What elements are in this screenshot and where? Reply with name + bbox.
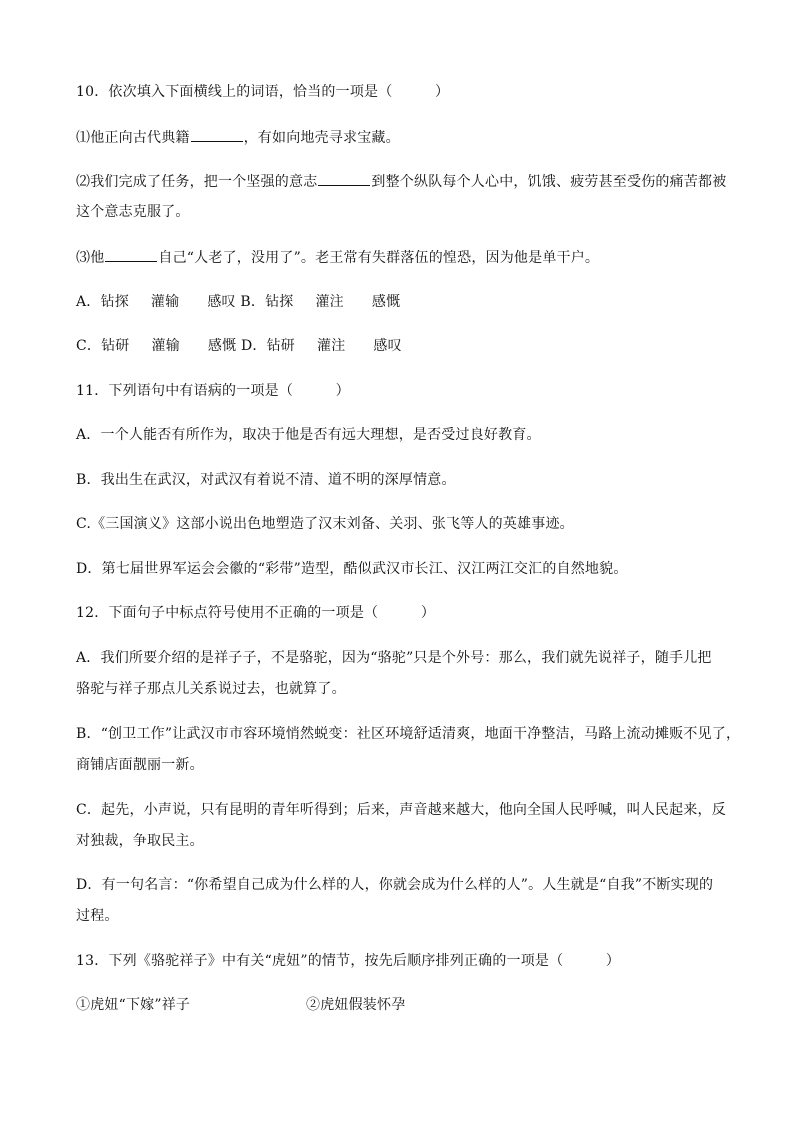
q10-sentence-3 [76, 248, 599, 267]
q10-s1-after: ，有如向地壳寻求宝藏。 [243, 130, 400, 146]
q10-opt-d-label: D．钻研 [240, 338, 296, 354]
q12-option-c-line2: 对独裁，争取民主。 [76, 833, 204, 849]
q10-blank-3 [105, 248, 157, 262]
q12-option-a-line1: A．我们所要介绍的是祥子子，不是骆驼，因为“骆驼”只是个外号：那么，我们就先说祥子，随手儿把 [76, 650, 712, 666]
q10-opt-a-label: A．钻探 [76, 294, 129, 310]
q13-items [76, 996, 406, 1014]
q10-opt-a-3: 感叹 [207, 294, 236, 310]
q10-s2-after: 到整个纵队每个人心中，饥饿、疲劳甚至受伤的痛苦都被 [371, 174, 727, 190]
q10-blank-2 [318, 172, 370, 186]
q10-sentence-2-cont: 这个意志克服了。 [76, 204, 190, 220]
q10-options-cd [76, 337, 402, 355]
q13-item-2: ②虎妞假装怀孕 [306, 997, 406, 1013]
q10-options-ab [76, 293, 400, 311]
q10-opt-b-2: 灌注 [315, 294, 344, 310]
q10-stem: 10．依次填入下面横线上的词语，恰当的一项是（ ） [76, 84, 450, 100]
q10-opt-c-2: 灌输 [151, 338, 180, 354]
q12-option-a-line2: 骆驼与祥子那点儿关系说过去，也就算了。 [76, 681, 346, 697]
q11-option-d: D．第七届世界军运会会徽的“彩带”造型，酷似武汉市长江、汉江两江交汇的自然地貌。 [76, 561, 628, 577]
q11-option-c: C.《三国演义》这部小说出色地塑造了汉末刘备、关羽、张飞等人的英雄事迹。 [76, 516, 574, 532]
q10-sentence-1 [76, 128, 400, 147]
q13-item-1: ①虎妞“下嫁”祥子 [76, 997, 191, 1013]
q11-option-a: A．一个人能否有所作为，取决于他是否有远大理想，是否受过良好教育。 [76, 427, 541, 443]
q10-opt-a-2: 灌输 [150, 294, 180, 310]
q12-option-b-line2: 商铺店面靓丽一新。 [76, 757, 204, 773]
q13-stem: 13．下列《骆驼祥子》中有关“虎妞”的情节，按先后顺序排列正确的一项是（ ） [76, 953, 621, 969]
q10-opt-d-3: 感叹 [373, 338, 402, 354]
q12-stem: 12．下面句子中标点符号使用不正确的一项是（ ） [76, 605, 436, 621]
q10-s3-before: ⑶他 [76, 250, 105, 266]
q10-opt-b-label: B．钻探 [240, 294, 294, 310]
q10-s2-before: ⑵我们完成了任务，把一个坚强的意志 [76, 174, 318, 190]
q12-option-d-line1: D．有一句名言：“你希望自己成为什么样的人，你就会成为什么样的人”。人生就是“自我”不断实现的 [76, 877, 714, 893]
q10-sentence-2 [76, 172, 726, 191]
q12-option-c-line1: C．起先，小声说，只有昆明的青年听得到；后来，声音越来越大，他向全国人民呼喊，叫人民起来，反 [76, 802, 726, 818]
q10-opt-c-label: C．钻研 [76, 338, 130, 354]
q10-blank-1 [191, 128, 243, 142]
q12-option-d-line2: 过程。 [76, 908, 119, 924]
q10-opt-d-2: 灌注 [317, 338, 346, 354]
q12-option-b-line1: B．“创卫工作”让武汉市市容环境悄然蜕变：社区环境舒适清爽，地面干净整洁，马路上流动摊贩不见了， [76, 726, 741, 742]
q10-opt-b-3: 感慨 [371, 294, 401, 310]
q10-s1-before: ⑴他正向古代典籍 [76, 130, 190, 146]
q10-opt-c-3: 感慨 [207, 338, 237, 354]
q10-s3-after: 自己“人老了，没用了”。老王常有失群落伍的惶恐，因为他是单干户。 [158, 250, 600, 266]
q11-stem: 11．下列语句中有语病的一项是（ ） [76, 383, 350, 399]
q11-option-b: B．我出生在武汉，对武汉有着说不清、道不明的深厚情意。 [76, 472, 456, 488]
